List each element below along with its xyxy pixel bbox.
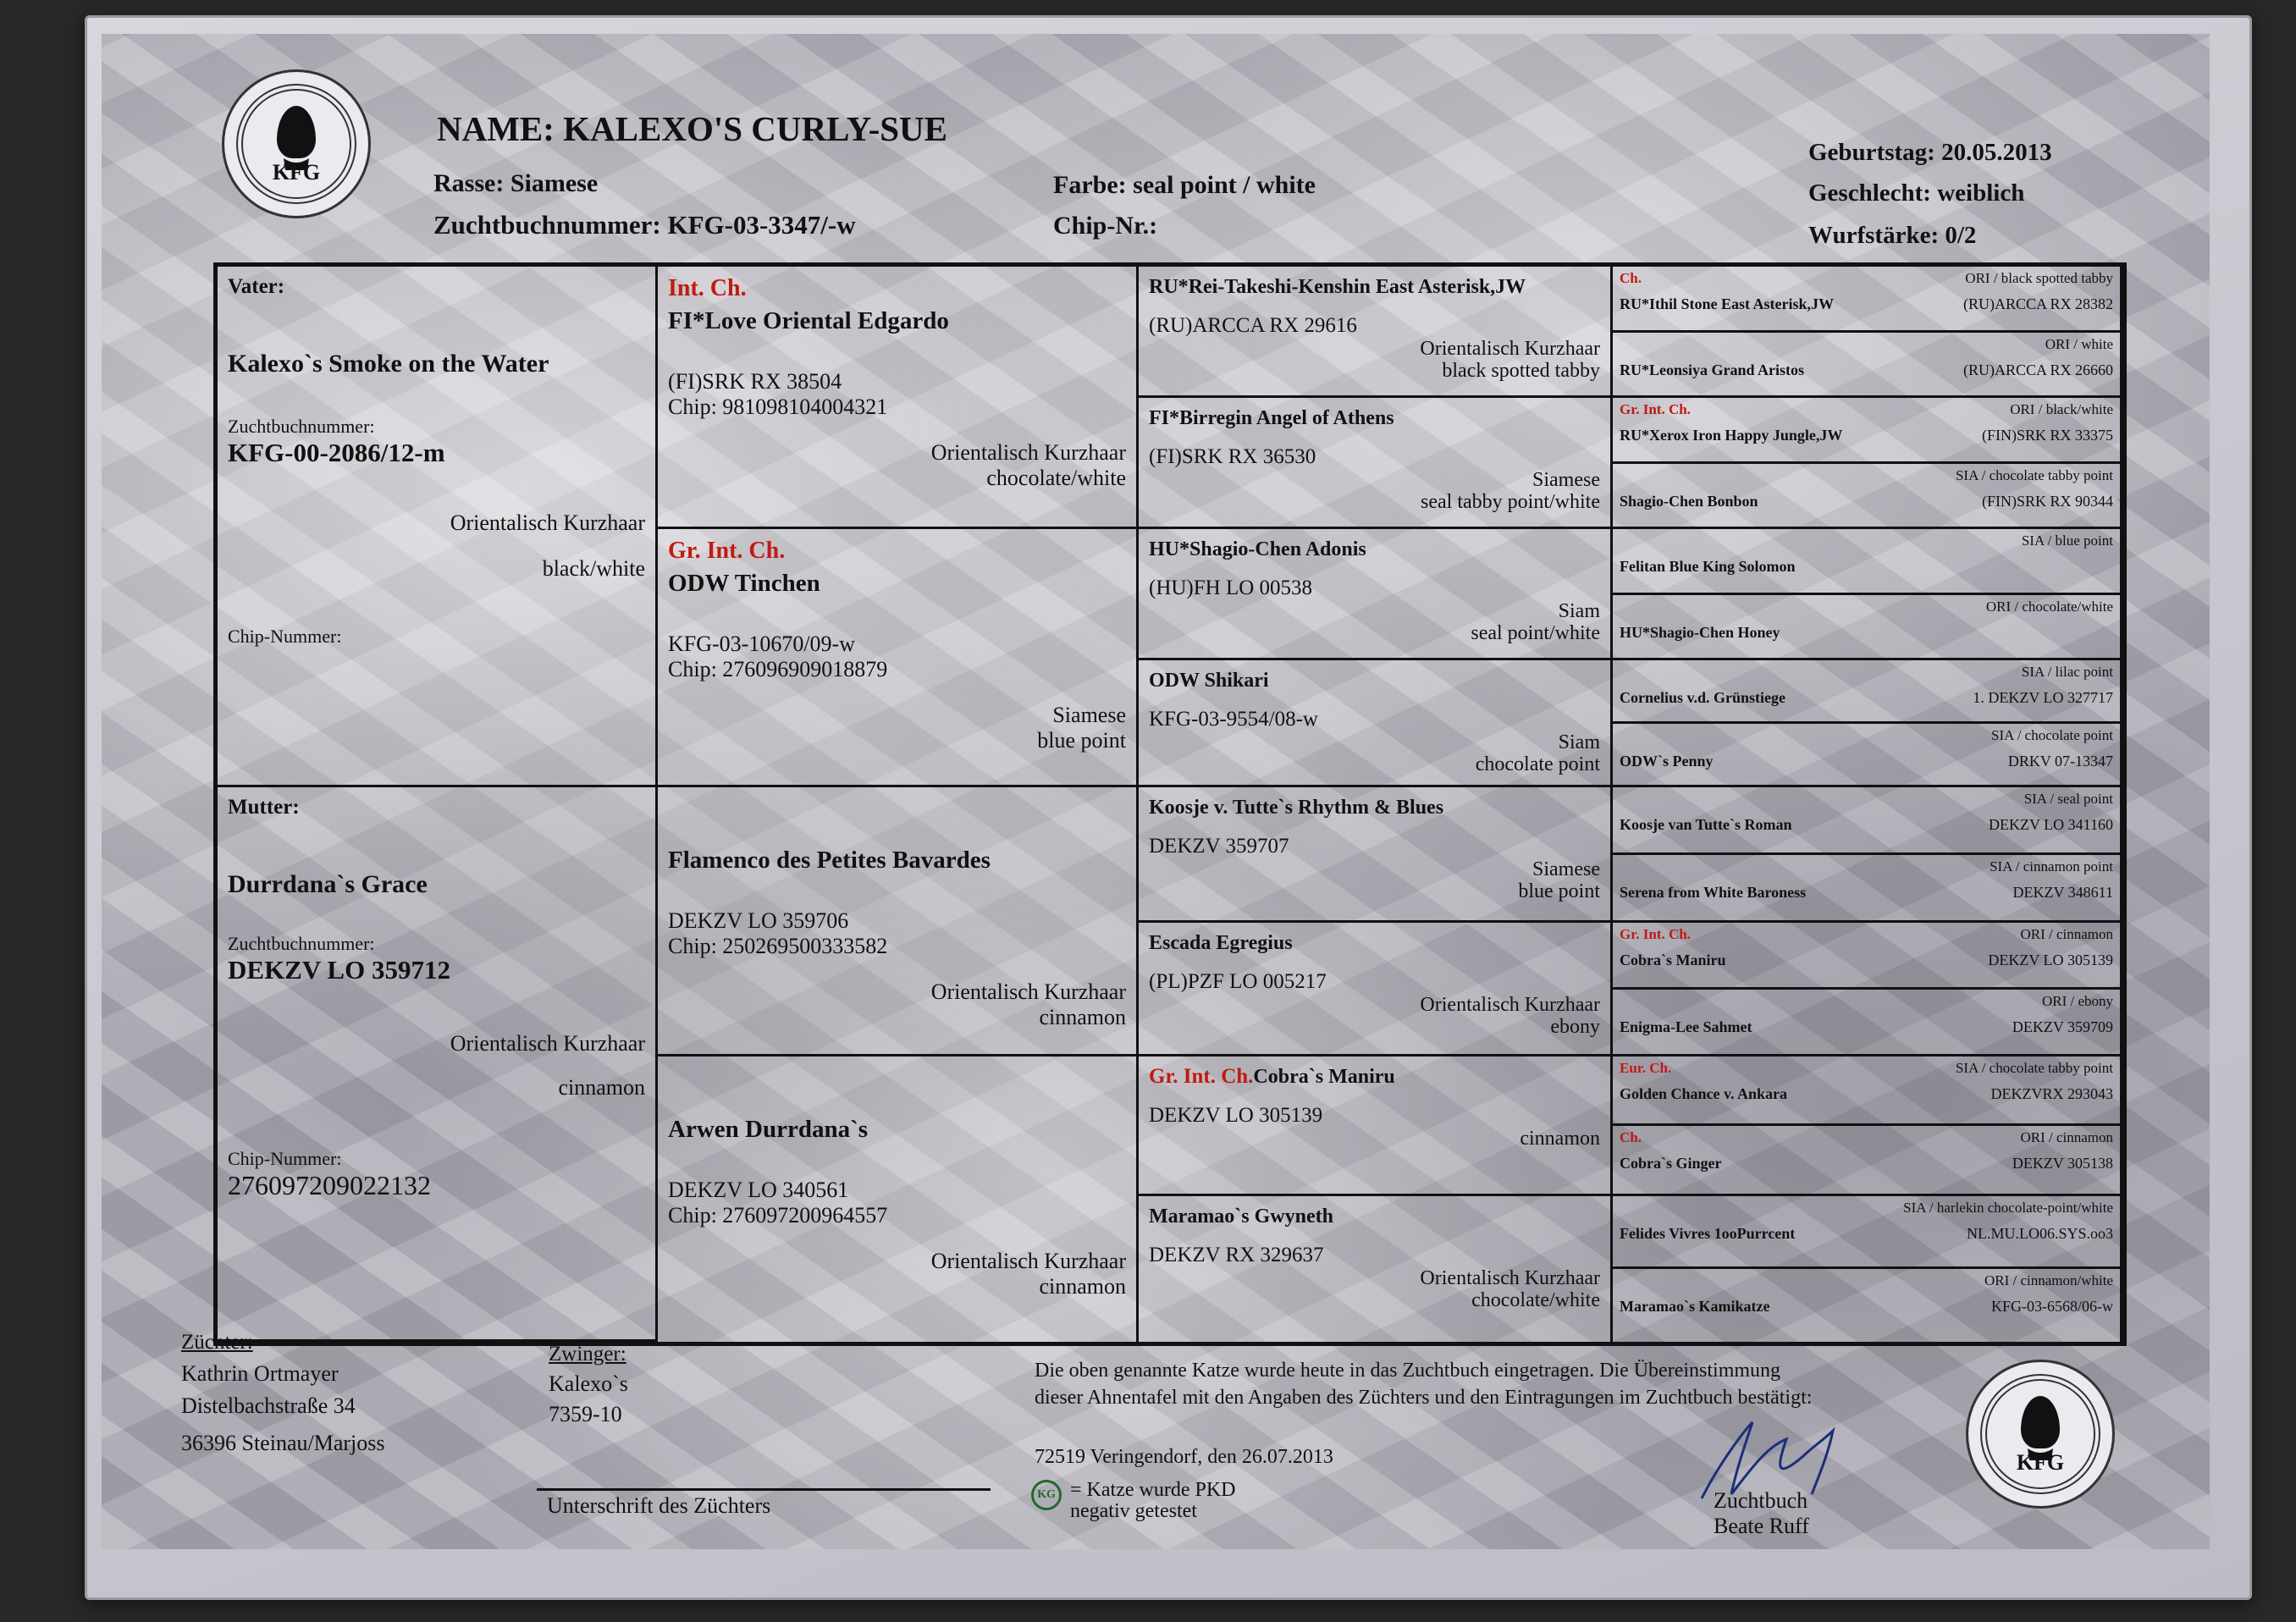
vater-label: Vater:: [228, 275, 285, 298]
great-grandparent-breed: Siam: [1558, 600, 1600, 622]
gg-grandparent-cell: [1613, 923, 2122, 990]
gg-grandparent-cell: [1613, 1196, 2122, 1269]
gg-grandparent-reg: DEKZV 305138: [2012, 1155, 2113, 1172]
gg-grandparent-cell: [1613, 595, 2122, 660]
gg-grandparent-name: Felides Vivres 1ooPurrcent: [1620, 1225, 1796, 1242]
gg-grandparent-breed: ORI / cinnamon: [2020, 1129, 2113, 1145]
gg-grandparent-title: Ch.: [1620, 270, 1642, 286]
gg-grandparent-name: Enigma-Lee Sahmet: [1620, 1018, 1752, 1035]
wurfstaerke-label: Wurfstärke:: [1808, 222, 1940, 249]
zwinger-number: 7359-10: [549, 1402, 622, 1426]
mutter-chip-label: Chip-Nummer:: [228, 1148, 342, 1169]
pkd-tested-icon: KG: [1031, 1480, 1062, 1510]
great-grandparent-reg: (HU)FH LO 00538: [1149, 577, 1313, 599]
mutter-zuchtbuch: DEKZV LO 359712: [228, 955, 450, 985]
grandparent-reg: DEKZV LO 340561: [668, 1178, 849, 1202]
grandparent-breed: Orientalisch Kurzhaar: [930, 979, 1126, 1004]
gg-grandparent-breed: ORI / ebony: [2041, 993, 2113, 1009]
gg-grandparent-name: Maramao`s Kamikatze: [1620, 1298, 1770, 1315]
great-grandparent-cell: [1139, 660, 1613, 787]
mutter-label: Mutter:: [228, 796, 300, 819]
wurfstaerke-row: [1808, 222, 1976, 250]
gg-grandparent-name: Cobra`s Ginger: [1620, 1155, 1722, 1172]
great-grandparent-breed: Orientalisch Kurzhaar: [1420, 994, 1600, 1016]
gg-grandparent-cell: [1613, 333, 2122, 398]
geschlecht-value: weiblich: [1937, 179, 2025, 207]
great-grandparent-title: Gr. Int. Ch.: [1149, 1065, 1254, 1088]
pkd-line-1: = Katze wurde PKD: [1070, 1479, 1236, 1501]
great-grandparent-reg: (PL)PZF LO 005217: [1149, 970, 1327, 993]
gg-grandparent-reg: (FIN)SRK RX 90344: [1981, 493, 2113, 510]
mutter-zuchtbuch-label: Zuchtbuchnummer:: [228, 933, 375, 954]
vater-color: black/white: [542, 556, 645, 581]
gg-grandparent-name: ODW`s Penny: [1620, 753, 1714, 770]
statement-line-2: dieser Ahnentafel mit den Angaben des Züchters und den Eintragungen im Zuchtbuch bestätigt:: [1035, 1387, 1813, 1409]
seal-text: KFG: [272, 160, 321, 185]
grandparent-name: FI*Love Oriental Edgardo: [668, 307, 949, 334]
great-grandparent-color: seal point/white: [1471, 622, 1600, 645]
mutter-color: cinnamon: [558, 1075, 645, 1100]
grandparent-title: Gr. Int. Ch.: [668, 538, 786, 564]
great-grandparent-color: cinnamon: [1520, 1128, 1600, 1150]
gg-grandparent-reg: 1. DEKZV LO 327717: [1973, 689, 2113, 706]
grandparent-name: Arwen Durrdana`s: [668, 1116, 869, 1143]
grandparent-chip: Chip: 981098104004321: [668, 394, 888, 419]
great-grandparent-breed: Siamese: [1532, 858, 1600, 880]
grandparent-name: ODW Tinchen: [668, 570, 820, 597]
grandparent-chip: Chip: 276097200964557: [668, 1203, 888, 1228]
gg-grandparent-breed: SIA / chocolate tabby point: [1955, 1060, 2113, 1076]
gg-grandparent-cell: [1613, 1057, 2122, 1126]
chip-row: [1053, 212, 1157, 240]
great-grandparent-reg: DEKZV 359707: [1149, 835, 1289, 858]
gg-grandparent-reg: DEKZV LO 305139: [1988, 952, 2113, 968]
grandparent-cell: [658, 267, 1139, 529]
mutter-breed: Orientalisch Kurzhaar: [450, 1031, 645, 1056]
gg-grandparent-name: RU*Xerox Iron Happy Jungle,JW: [1620, 427, 1843, 444]
zuchtbuch-label: Zuchtbuch: [1714, 1488, 1808, 1513]
gg-grandparent-name: HU*Shagio-Chen Honey: [1620, 624, 1780, 641]
great-grandparent-color: chocolate/white: [1471, 1289, 1600, 1312]
gg-grandparent-cell: [1613, 398, 2122, 464]
gg-grandparent-title: Gr. Int. Ch.: [1620, 926, 1691, 942]
parent-cell-vater: [218, 267, 658, 787]
grandparent-breed: Orientalisch Kurzhaar: [930, 440, 1126, 465]
great-grandparent-breed: Orientalisch Kurzhaar: [1420, 338, 1600, 360]
rasse-value: Siamese: [510, 169, 599, 197]
grandparent-color: cinnamon: [1039, 1005, 1126, 1029]
zuchtbuchnummer-label: Zuchtbuchnummer:: [433, 210, 661, 240]
rasse-label: Rasse:: [433, 169, 505, 197]
grandparent-name: Flamenco des Petites Bavardes: [668, 847, 991, 874]
great-grandparent-cell: [1139, 1196, 1613, 1342]
gg-grandparent-breed: ORI / chocolate/white: [1985, 599, 2113, 615]
grandparent-reg: KFG-03-10670/09-w: [668, 632, 855, 656]
gg-grandparent-cell: [1613, 529, 2122, 595]
great-grandparent-name: Koosje v. Tutte`s Rhythm & Blues: [1149, 797, 1444, 819]
grandparent-cell: [658, 1057, 1139, 1342]
gg-grandparent-cell: [1613, 464, 2122, 529]
great-grandparent-name: Cobra`s Maniru: [1253, 1066, 1395, 1088]
wurfstaerke-value: 0/2: [1945, 222, 1977, 249]
great-grandparent-reg: (RU)ARCCA RX 29616: [1149, 314, 1357, 337]
zuechter-label: Züchter:: [181, 1331, 253, 1354]
gg-grandparent-name: Koosje van Tutte`s Roman: [1620, 816, 1792, 833]
cat-name-row: [437, 108, 947, 149]
great-grandparent-cell: [1139, 398, 1613, 529]
gg-grandparent-name: Cornelius v.d. Grünstiege: [1620, 689, 1786, 706]
great-grandparent-cell: [1139, 923, 1613, 1057]
grandparent-reg: DEKZV LO 359706: [668, 908, 849, 933]
vater-name: Kalexo`s Smoke on the Water: [228, 350, 549, 378]
grandparent-title: Int. Ch.: [668, 275, 747, 301]
gg-grandparent-cell: [1613, 1126, 2122, 1196]
great-grandparent-reg: DEKZV RX 329637: [1149, 1244, 1324, 1266]
gg-grandparent-breed: ORI / white: [2045, 336, 2113, 352]
grandparent-color: chocolate/white: [986, 466, 1126, 490]
kfg-seal-top: [222, 69, 371, 218]
pedigree-table: [213, 262, 2127, 1346]
great-grandparent-cell: [1139, 267, 1613, 398]
gg-grandparent-reg: KFG-03-6568/06-w: [1991, 1298, 2113, 1315]
zuechter-street: Distelbachstraße 34: [181, 1393, 356, 1418]
great-grandparent-name: Escada Egregius: [1149, 932, 1293, 954]
gg-grandparent-reg: NL.MU.LO06.SYS.oo3: [1966, 1225, 2113, 1242]
gg-grandparent-name: Cobra`s Maniru: [1620, 952, 1726, 968]
grandparent-reg: (FI)SRK RX 38504: [668, 369, 842, 394]
great-grandparent-breed: Siam: [1558, 731, 1600, 753]
great-grandparent-breed: Orientalisch Kurzhaar: [1420, 1267, 1600, 1289]
great-grandparent-name: HU*Shagio-Chen Adonis: [1149, 538, 1366, 560]
rasse-row: [433, 169, 598, 198]
geschlecht-label: Geschlecht:: [1808, 179, 1931, 207]
pkd-note: [1031, 1480, 1235, 1522]
vater-zuchtbuch: KFG-00-2086/12-m: [228, 438, 445, 467]
gg-grandparent-title: Eur. Ch.: [1620, 1060, 1672, 1076]
grandparent-color: blue point: [1037, 728, 1126, 753]
kfg-seal-bottom: [1966, 1360, 2115, 1509]
signature-label: Unterschrift des Züchters: [547, 1493, 771, 1518]
geburtstag-label: Geburtstag:: [1808, 139, 1935, 166]
great-grandparent-name: RU*Rei-Takeshi-Kenshin East Asterisk,JW: [1149, 276, 1526, 298]
zuchtbuchnummer-value: KFG-03-3347/-w: [667, 210, 856, 240]
zwinger-name: Kalexo`s: [549, 1371, 628, 1396]
gg-grandparent-cell: [1613, 1269, 2122, 1342]
farbe-row: [1053, 171, 1316, 200]
gg-grandparent-reg: DEKZV 359709: [2012, 1018, 2113, 1035]
gg-grandparent-breed: SIA / cinnamon point: [1990, 858, 2113, 874]
great-grandparent-cell: [1139, 529, 1613, 660]
gg-grandparent-reg: DRKV 07-13347: [2007, 753, 2113, 770]
great-grandparent-color: chocolate point: [1475, 753, 1600, 776]
vater-zuchtbuch-label: Zuchtbuchnummer:: [228, 416, 375, 437]
grandparent-chip: Chip: 276096909018879: [668, 657, 888, 681]
zuechter-name: Kathrin Ortmayer: [181, 1361, 339, 1386]
gg-grandparent-reg: DEKZV LO 341160: [1989, 816, 2113, 833]
parent-cell-mutter: [218, 787, 658, 1342]
place-date: 72519 Veringendorf, den 26.07.2013: [1035, 1446, 1333, 1468]
gg-grandparent-breed: ORI / black spotted tabby: [1965, 270, 2113, 286]
gg-grandparent-breed: ORI / cinnamon: [2020, 926, 2113, 942]
farbe-value: seal point / white: [1133, 171, 1316, 199]
gg-grandparent-breed: SIA / chocolate tabby point: [1955, 467, 2113, 483]
gg-grandparent-cell: [1613, 267, 2122, 333]
great-grandparent-reg: (FI)SRK RX 36530: [1149, 445, 1316, 468]
great-grandparent-reg: DEKZV LO 305139: [1149, 1104, 1323, 1127]
gg-grandparent-reg: (FIN)SRK RX 33375: [1981, 427, 2113, 444]
zuchtbuch-name: Beate Ruff: [1714, 1514, 1809, 1538]
great-grandparent-cell: [1139, 787, 1613, 923]
zuchtbuchnummer-row: [433, 210, 856, 240]
gg-grandparent-name: Serena from White Baroness: [1620, 884, 1807, 901]
seal-text: KFG: [2016, 1450, 2065, 1475]
gg-grandparent-reg: DEKZV 348611: [2012, 884, 2113, 901]
farbe-label: Farbe:: [1053, 171, 1127, 199]
mutter-name: Durrdana`s Grace: [228, 870, 428, 898]
name-label: NAME:: [437, 109, 555, 148]
great-grandparent-breed: Siamese: [1532, 469, 1600, 491]
great-grandparent-name: FI*Birregin Angel of Athens: [1149, 407, 1394, 429]
gg-grandparent-name: RU*Leonsiya Grand Aristos: [1620, 361, 1805, 378]
grandparent-breed: Orientalisch Kurzhaar: [930, 1249, 1126, 1273]
vater-chip-label: Chip-Nummer:: [228, 626, 342, 647]
grandparent-cell: [658, 529, 1139, 787]
cat-name: KALEXO'S CURLY-SUE: [563, 109, 947, 148]
geburtstag-value: 20.05.2013: [1941, 139, 2052, 166]
great-grandparent-color: seal tabby point/white: [1421, 491, 1600, 514]
gg-grandparent-cell: [1613, 660, 2122, 724]
geschlecht-row: [1808, 179, 2024, 207]
gg-grandparent-name: RU*Ithil Stone East Asterisk,JW: [1620, 295, 1835, 312]
gg-grandparent-title: Ch.: [1620, 1129, 1642, 1145]
great-grandparent-name: Maramao`s Gwyneth: [1149, 1205, 1333, 1228]
gg-grandparent-breed: SIA / harlekin chocolate-point/white: [1903, 1200, 2113, 1216]
statement-line-1: Die oben genannte Katze wurde heute in das Zuchtbuch eingetragen. Die Übereinstimmung: [1035, 1360, 1781, 1382]
chip-label: Chip-Nr.:: [1053, 212, 1158, 240]
zwinger-label: Zwinger:: [549, 1343, 626, 1365]
geburtstag-row: [1808, 139, 2052, 167]
great-grandparent-name: ODW Shikari: [1149, 670, 1269, 692]
great-grandparent-reg: KFG-03-9554/08-w: [1149, 708, 1318, 731]
gg-grandparent-cell: [1613, 855, 2122, 923]
gg-grandparent-breed: SIA / lilac point: [2021, 664, 2113, 680]
gg-grandparent-reg: (RU)ARCCA RX 28382: [1962, 295, 2113, 312]
zuechter-city: 36396 Steinau/Marjoss: [181, 1431, 385, 1455]
gg-grandparent-breed: SIA / chocolate point: [1990, 727, 2113, 743]
gg-grandparent-title: Gr. Int. Ch.: [1620, 401, 1691, 417]
gg-grandparent-name: Felitan Blue King Solomon: [1620, 558, 1796, 575]
great-grandparent-color: black spotted tabby: [1442, 360, 1600, 383]
grandparent-cell: [658, 787, 1139, 1057]
gg-grandparent-reg: DEKZVRX 293043: [1990, 1085, 2113, 1102]
gg-grandparent-breed: ORI / black/white: [2010, 401, 2113, 417]
signature-line: [537, 1488, 991, 1491]
mutter-chip: 276097209022132: [228, 1170, 431, 1200]
great-grandparent-cell: [1139, 1057, 1613, 1196]
gg-grandparent-name: Shagio-Chen Bonbon: [1620, 493, 1758, 510]
gg-grandparent-reg: (RU)ARCCA RX 26660: [1962, 361, 2113, 378]
gg-grandparent-breed: SIA / seal point: [2023, 791, 2113, 807]
gg-grandparent-name: Golden Chance v. Ankara: [1620, 1085, 1788, 1102]
grandparent-breed: Siamese: [1052, 703, 1126, 727]
vater-breed: Orientalisch Kurzhaar: [450, 510, 645, 535]
gg-grandparent-cell: [1613, 990, 2122, 1057]
great-grandparent-color: ebony: [1550, 1016, 1600, 1039]
grandparent-chip: Chip: 250269500333582: [668, 934, 888, 958]
grandparent-color: cinnamon: [1039, 1274, 1126, 1299]
pkd-line-2: negativ getestet: [1070, 1500, 1197, 1523]
gg-grandparent-cell: [1613, 787, 2122, 855]
gg-grandparent-breed: SIA / blue point: [2021, 532, 2113, 549]
gg-grandparent-cell: [1613, 724, 2122, 787]
gg-grandparent-breed: ORI / cinnamon/white: [1984, 1272, 2113, 1288]
great-grandparent-color: blue point: [1518, 880, 1600, 903]
